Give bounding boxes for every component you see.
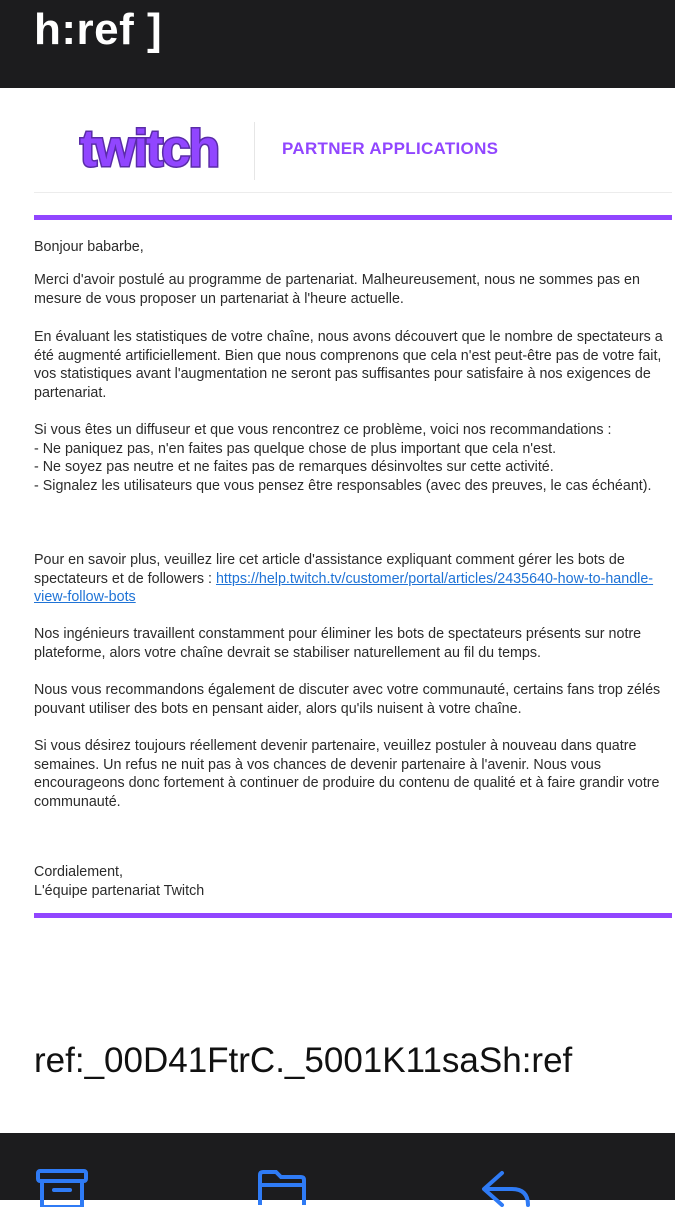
paragraph-4: Pour en savoir plus, veuillez lire cet article d'assistance expliquant comment gérer les bots de spectateurs et de followers : https://help.twitch.tv/customer/portal/articles/2435640-how-to-handle-view-follow-bots xyxy=(34,552,654,606)
bottom-purple-rule xyxy=(34,913,672,918)
folder-icon[interactable] xyxy=(254,1167,310,1207)
recommendation-item: - Ne paniquez pas, n'en faites pas quelque chose de plus important que cela n'est. xyxy=(34,440,557,457)
top-purple-rule xyxy=(34,215,672,220)
email-header xyxy=(34,108,672,193)
greeting: Bonjour babarbe, xyxy=(34,239,144,255)
paragraph-1: Merci d'avoir postulé au programme de partenariat. Malheureusement, nous ne sommes pas en mesure de vous proposer un partenariat à l'heure actuelle. xyxy=(34,272,640,307)
svg-text:twitch: twitch xyxy=(79,120,219,178)
recommendation-item: - Signalez les utilisateurs que vous pensez être responsables (avec des preuves, le cas échéant). xyxy=(34,478,652,495)
paragraph-5: Nos ingénieurs travaillent constamment pour éliminer les bots de spectateurs présents sur notre plateforme, alors votre chaîne devrait se stabiliser naturellement au fil du temps. xyxy=(34,626,642,661)
paragraph-6: Nous vous recommandons également de discuter avec votre communauté, certains fans trop zélés pouvant utiliser des bots en pensant aider, alors qu'ils nuisent à votre chaîne. xyxy=(34,682,661,717)
subject-title: h:ref ] xyxy=(34,5,163,54)
reply-icon[interactable] xyxy=(478,1167,534,1207)
archive-icon[interactable] xyxy=(34,1167,90,1207)
paragraph-3: Si vous êtes un diffuseur et que vous rencontrez ce problème, voici nos recommandations : - Ne paniquez pas, n'en faites pas quelque chose de plus important que cela n'est. - Ne soyez pas neutre et ne faites pas de remarques désinvoltes sur cette activité. - Signalez les utilisateurs que vous pensez être responsables (avec des preuves, le cas échéant). xyxy=(34,421,674,496)
paragraph-2: En évaluant les statistiques de votre chaîne, nous avons découvert que le nombre de spectateurs a été augmenté artificiellement. Bien que nous comprenons que cela n'est peut-être pas de votre fait, vos statistiques avant l'augmentation ne seront pas suffisantes pour satisfaire à nos exigences de partenariat. xyxy=(34,329,663,402)
signoff: Cordialement, L'équipe partenariat Twitch xyxy=(34,864,205,899)
partner-applications-label: PARTNER APPLICATIONS xyxy=(282,139,499,158)
bottom-toolbar xyxy=(0,1133,675,1200)
top-bar xyxy=(0,0,675,88)
recommendation-item: - Ne soyez pas neutre et ne faites pas de remarques désinvoltes sur cette activité. xyxy=(34,459,554,476)
header-divider xyxy=(254,122,255,180)
help-article-link[interactable]: https://help.twitch.tv/customer/portal/articles/2435640-how-to-handle-view-follow-bots xyxy=(34,570,654,606)
reference-code: ref:_00D41FtrC._5001K11saSh:ref xyxy=(34,1041,573,1080)
paragraph-7: Si vous désirez toujours réellement devenir partenaire, veuillez postuler à nouveau dans quatre semaines. Un refus ne nuit pas à vos chances de devenir partenaire à l'avenir. Nous vous encourageons donc fortement à continuer de produire du contenu de qualité et à faire grandir votre communauté. xyxy=(34,738,660,811)
twitch-logo xyxy=(64,118,234,180)
